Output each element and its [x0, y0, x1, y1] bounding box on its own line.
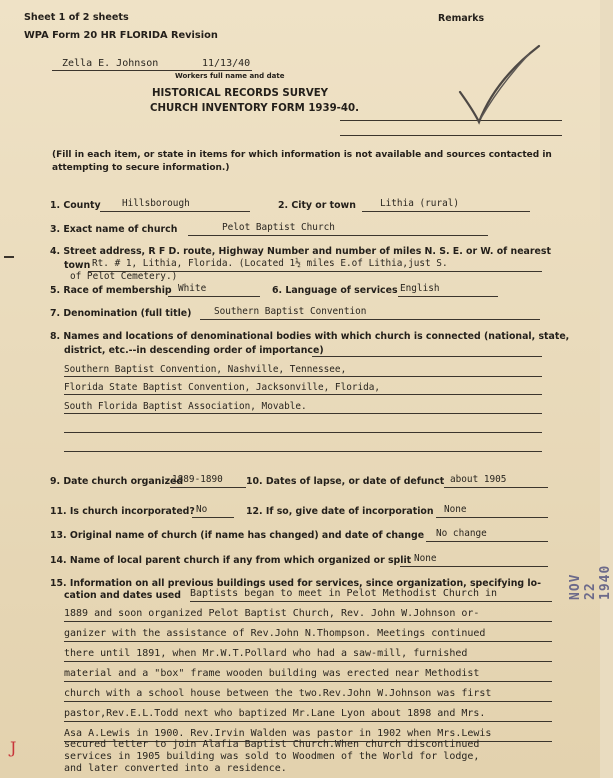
history-text: Baptists began to meet in Pelot Methodist Church in: [190, 588, 498, 599]
bodies-line: [64, 394, 542, 395]
history-text: Asa A.Lewis in 1900. Rev.Irvin Walden was pastor in 1902 when Mrs.Lewis: [64, 728, 492, 739]
race-value: White: [178, 283, 207, 294]
city-value: Lithia (rural): [380, 198, 460, 209]
county-line: [100, 211, 250, 212]
worker-name: Zella E. Johnson: [62, 58, 159, 69]
margin-tick: [4, 256, 14, 258]
church-name-label: 3. Exact name of church: [50, 224, 178, 235]
worker-caption: Workers full name and date: [175, 72, 285, 80]
bodies-line: [64, 432, 542, 433]
language-label: 6. Language of services: [272, 285, 398, 296]
sheet-count: Sheet 1 of 2 sheets: [24, 12, 129, 23]
red-initial-mark: J: [10, 738, 17, 757]
title-line-2: CHURCH INVENTORY FORM 1939-40.: [150, 103, 359, 114]
bodies-line: [312, 356, 542, 357]
lapse-line: [444, 487, 548, 488]
previous-buildings-label-1: 15. Information on all previous buildings used for services, since organization, specifying lo-: [50, 578, 541, 589]
history-line: [64, 681, 552, 682]
church-name-value: Pelot Baptist Church: [222, 222, 335, 233]
history-text: pastor,Rev.E.L.Todd next who baptized Mr.Lane Lyon about 1898 and Mrs.: [64, 708, 486, 719]
history-line: [64, 641, 552, 642]
original-name-value: No change: [436, 528, 487, 539]
instructions-line-1: (Fill in each item, or state in items for which information is not available and sources contacted in: [52, 150, 552, 160]
bodies-line: [64, 413, 542, 414]
body-entry: Florida State Baptist Convention, Jacksonville, Florida,: [64, 382, 381, 393]
form-id: WPA Form 20 HR FLORIDA Revision: [24, 30, 218, 41]
title-line-1: HISTORICAL RECORDS SURVEY: [151, 88, 329, 99]
body-entry: South Florida Baptist Association, Movable.: [64, 401, 307, 412]
original-name-label: 13. Original name of church (if name has changed) and date of change: [50, 530, 425, 541]
history-text: ganizer with the assistance of Rev.John N.Thompson. Meetings continued: [64, 628, 486, 639]
county-value: Hillsborough: [122, 198, 190, 209]
bodies-line: [64, 451, 542, 452]
organized-line: [170, 487, 246, 488]
address-value-1: Rt. # 1, Lithia, Florida. (Located 1½ miles E.of Lithia,just S.: [92, 258, 448, 269]
history-text: secured letter to join Alafia Baptist Church.When church discontinued: [64, 739, 480, 750]
address-value-2: of Pelot Cemetery.): [70, 271, 178, 282]
race-line: [168, 296, 260, 297]
organized-value: 1889-1890: [172, 474, 223, 485]
county-label: 1. County: [50, 200, 101, 211]
history-text: services in 1905 building was sold to Woodmen of the World for lodge,: [64, 751, 480, 762]
instructions-line-2: attempting to secure information.): [52, 163, 230, 173]
race-label: 5. Race of membership: [50, 285, 172, 296]
denomination-line: [200, 319, 540, 320]
lapse-label: 10. Dates of lapse, or date of defunct: [246, 476, 445, 487]
denomination-label: 7. Denomination (full title): [50, 308, 192, 319]
bodies-label-1: 8. Names and locations of denominational bodies with which church is connected (national, state,: [50, 331, 570, 342]
worker-date: 11/13/40: [202, 58, 251, 69]
lapse-value: about 1905: [450, 474, 507, 485]
history-text: there until 1891, when Mr.W.T.Pollard who had a saw-mill, furnished: [64, 648, 468, 659]
body-entry: Southern Baptist Convention, Nashville, Tennessee,: [64, 364, 347, 375]
town-label: town: [64, 260, 91, 271]
history-text: material and a "box" frame wooden building was erected near Methodist: [64, 668, 480, 679]
language-value: English: [400, 283, 440, 294]
history-line: [64, 721, 552, 722]
original-name-line: [426, 541, 548, 542]
bodies-label-2: district, etc.--in descending order of importance): [64, 345, 324, 356]
history-line: [64, 661, 552, 662]
history-line: [190, 601, 552, 602]
parent-church-label: 14. Name of local parent church if any from which organized or split: [50, 555, 412, 566]
language-line: [398, 296, 498, 297]
parent-church-line: [400, 566, 548, 567]
history-text: and later converted into a residence.: [64, 763, 287, 774]
denomination-value: Southern Baptist Convention: [214, 306, 367, 317]
history-line: [64, 701, 552, 702]
previous-buildings-label-2: cation and dates used: [64, 590, 181, 601]
history-text: 1889 and soon organized Pelot Baptist Church, Rev. John W.Johnson or-: [64, 608, 480, 619]
history-line: [64, 621, 552, 622]
incorporated-label: 11. Is church incorporated?: [50, 506, 195, 517]
city-line: [362, 211, 530, 212]
incorporated-value: No: [196, 504, 208, 515]
incorporation-date-label: 12. If so, give date of incorporation: [246, 506, 434, 517]
remarks-line: [340, 135, 562, 136]
history-text: church with a school house between the two.Rev.John W.Johnson was first: [64, 688, 492, 699]
incorporation-date-line: [436, 517, 548, 518]
parent-church-value: None: [414, 553, 437, 564]
address-label: 4. Street address, R F D. route, Highway Number and number of miles N. S. E. or W. of nearest: [50, 246, 551, 257]
incorporation-date-value: None: [444, 504, 467, 515]
received-date-stamp: NOV 22 1940: [568, 564, 613, 600]
incorporated-line: [192, 517, 234, 518]
church-name-line: [188, 235, 488, 236]
checkmark-icon: [455, 40, 545, 125]
remarks-heading: Remarks: [438, 13, 485, 24]
organized-label: 9. Date church organized: [50, 476, 184, 487]
city-label: 2. City or town: [278, 200, 356, 211]
worker-line: [52, 70, 252, 71]
bodies-line: [64, 376, 542, 377]
